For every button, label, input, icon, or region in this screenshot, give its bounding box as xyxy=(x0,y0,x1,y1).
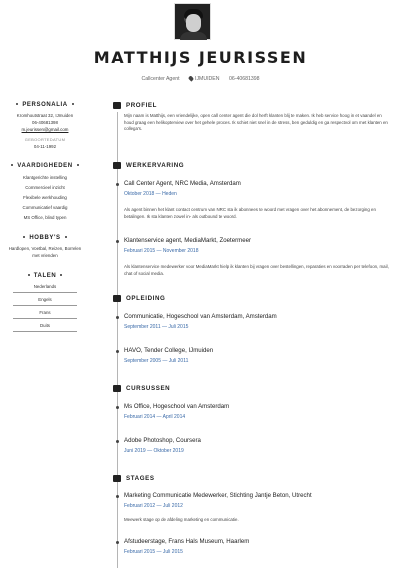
experience-role: Call Center Agent, NRC Media, Amsterdam xyxy=(124,180,241,187)
course-role: Adobe Photoshop, Coursera xyxy=(124,437,201,444)
timeline-dot xyxy=(116,495,119,498)
location: IJMUIDEN xyxy=(189,76,220,82)
candidate-name: MATTHIJS JEURISSEN xyxy=(93,48,308,67)
skill-item: Flexibele werkhouding xyxy=(23,195,67,200)
timeline-dot xyxy=(116,183,119,186)
profile-title: PROFIEL xyxy=(126,102,158,109)
internships-title: STAGES xyxy=(126,475,155,482)
timeline-dot xyxy=(116,350,119,353)
location-pin-icon xyxy=(188,75,194,81)
internship-desc: Meewerk stage op de afdeling marketing en communicatie. xyxy=(124,517,239,522)
skill-item: MS Office, blind typen xyxy=(23,215,67,220)
profile-photo xyxy=(174,3,211,40)
birthdate: 04-11-1992 xyxy=(33,144,57,149)
language-item: Duits xyxy=(13,321,77,332)
experience-role: Klantenservice agent, MediaMarkt, Zoetermeer xyxy=(124,237,252,244)
graduation-cap-icon xyxy=(113,295,121,302)
address: Kromhoutstraat 32, IJmuiden xyxy=(16,113,74,118)
timeline-dot xyxy=(116,541,119,544)
internship-dates: Februari 2012 — Juli 2012 xyxy=(124,503,183,509)
briefcase-icon xyxy=(113,475,121,482)
course-dates: Februari 2014 — April 2014 xyxy=(124,414,186,420)
education-role: HAVO, Tender College, IJmuiden xyxy=(124,347,214,354)
profile-icon xyxy=(113,102,121,109)
photo-shirt xyxy=(180,32,207,40)
education-dates: September 2005 — Juli 2011 xyxy=(124,358,189,364)
sidebar xyxy=(0,100,90,332)
header-phone: 06-40681398 xyxy=(228,76,260,82)
internship-role: Afstudeerstage, Frans Hals Museum, Haarlem xyxy=(124,538,250,545)
briefcase-icon xyxy=(113,162,121,169)
language-item: Nederlands xyxy=(13,282,77,293)
skills-heading: VAARDIGHEDEN xyxy=(0,163,90,169)
course-dates: Juni 2019 — Oktober 2019 xyxy=(124,448,184,454)
experience-desc: Als klantenservice medewerker voor MediaMarkt hielp ik klanten bij vragen over bestellingen, reparaties en voorraden per telefoon, mail, chat of social media. xyxy=(124,264,389,276)
experience-dates: Oktober 2018 — Heden xyxy=(124,191,177,197)
job-title: Callcenter Agent xyxy=(141,76,180,82)
hobbies-text: Hardlopen, Voetbal, Reizen, Borrelen met vrienden xyxy=(8,246,82,258)
hobbies-heading: HOBBY'S xyxy=(0,235,90,241)
skill-item: Klantgerichte instelling xyxy=(23,175,67,180)
courses-title: CURSUSSEN xyxy=(126,385,171,392)
internship-role: Marketing Communicatie Medewerker, Stichting Jantje Beton, Utrecht xyxy=(124,492,312,499)
timeline-dot xyxy=(116,406,119,409)
email-link[interactable]: m.jeurissen@gmail.com xyxy=(21,127,69,132)
languages-heading: TALEN xyxy=(0,273,90,279)
language-item: Frans xyxy=(13,308,77,319)
education-role: Communicatie, Hogeschool van Amsterdam, Amsterdam xyxy=(124,313,277,320)
course-role: Ms Office, Hogeschool van Amsterdam xyxy=(124,403,230,410)
personalia-heading: PERSONALIA xyxy=(0,102,90,108)
experience-dates: Februari 2015 — November 2018 xyxy=(124,248,199,254)
timeline-dot xyxy=(116,440,119,443)
certificate-icon xyxy=(113,385,121,392)
birthdate-label: GEBOORTEDATUM xyxy=(24,137,66,142)
experience-desc: Als agent binnen het klant contact centrum van NRC sta ik abonnees te woord met vragen over het abonnement, de bezorging en betalingen. Ik sta klanten zowel in- als outbound te woord. xyxy=(124,207,376,219)
education-title: OPLEIDING xyxy=(126,295,166,302)
internship-dates: Februari 2015 — Juli 2015 xyxy=(124,549,183,555)
language-item: Engels xyxy=(13,295,77,306)
timeline-dot xyxy=(116,240,119,243)
header-subline xyxy=(0,76,401,82)
timeline-line xyxy=(117,112,118,568)
photo-face xyxy=(186,14,201,32)
profile-text: Mijn naam is Matthijs, een vriendelijke, open call center agent die dol herft klanten blij te maken. Ik heb service hoog in et vaandel en houd graag een helikopterview over het gehele proces. Ik schiet niet snel in de stress, ben geduldig en ga respectvol om met klanten en collega's. xyxy=(124,113,388,132)
sidebar-phone: 06-40681398 xyxy=(32,120,58,125)
skill-item: Communicatief vaardig xyxy=(22,205,68,210)
education-dates: September 2011 — Juli 2015 xyxy=(124,324,189,330)
experience-title: WERKERVARING xyxy=(126,162,185,169)
timeline-dot xyxy=(116,316,119,319)
skill-item: Commercieel inzicht xyxy=(25,185,65,190)
